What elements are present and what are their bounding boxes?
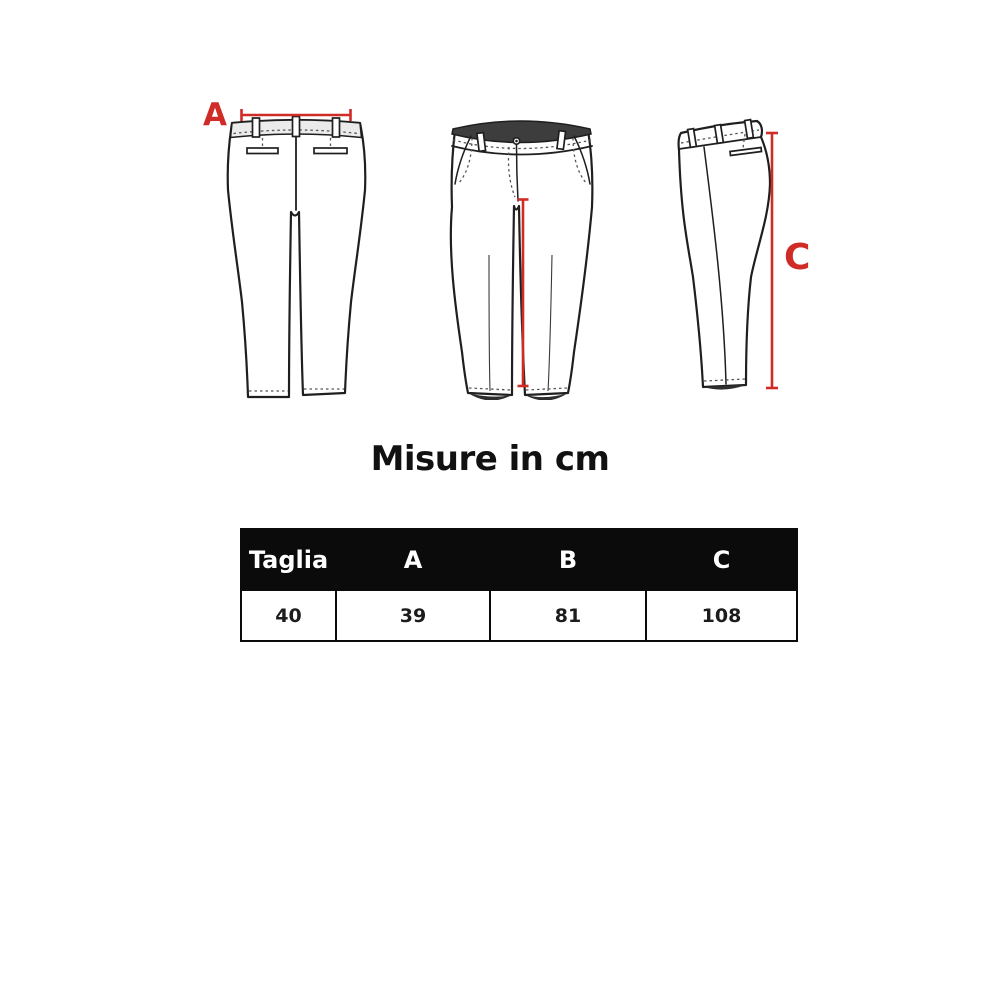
front-view-silhouette xyxy=(451,122,593,395)
size-table-header-b: B xyxy=(490,529,646,590)
size-table-header-row xyxy=(241,529,797,590)
belt-loop xyxy=(253,118,260,137)
pants-front-view-drawing xyxy=(445,100,600,400)
pants-back-view-drawing xyxy=(198,96,380,408)
waist-button-center xyxy=(515,140,518,143)
size-cell-taglia: 40 xyxy=(241,590,336,641)
size-table-header-c: C xyxy=(646,529,797,590)
size-table-header-a: A xyxy=(336,529,490,590)
pants-side-view-drawing xyxy=(660,105,810,400)
size-table xyxy=(240,528,798,642)
measure-label-c: C xyxy=(784,237,811,278)
size-cell-a: 39 xyxy=(336,590,490,641)
back-pocket-right xyxy=(314,148,347,154)
size-cell-b: 81 xyxy=(490,590,646,641)
belt-loop xyxy=(557,131,566,150)
measure-label-a: A xyxy=(203,97,227,133)
belt-loop xyxy=(333,118,340,137)
back-pocket-left xyxy=(247,148,278,154)
size-table-row xyxy=(241,590,797,641)
size-cell-c: 108 xyxy=(646,590,797,641)
belt-loop xyxy=(477,133,486,152)
page-title: Misure in cm xyxy=(370,439,610,479)
size-table-header-taglia: Taglia xyxy=(241,529,336,590)
belt-loop xyxy=(293,117,300,137)
